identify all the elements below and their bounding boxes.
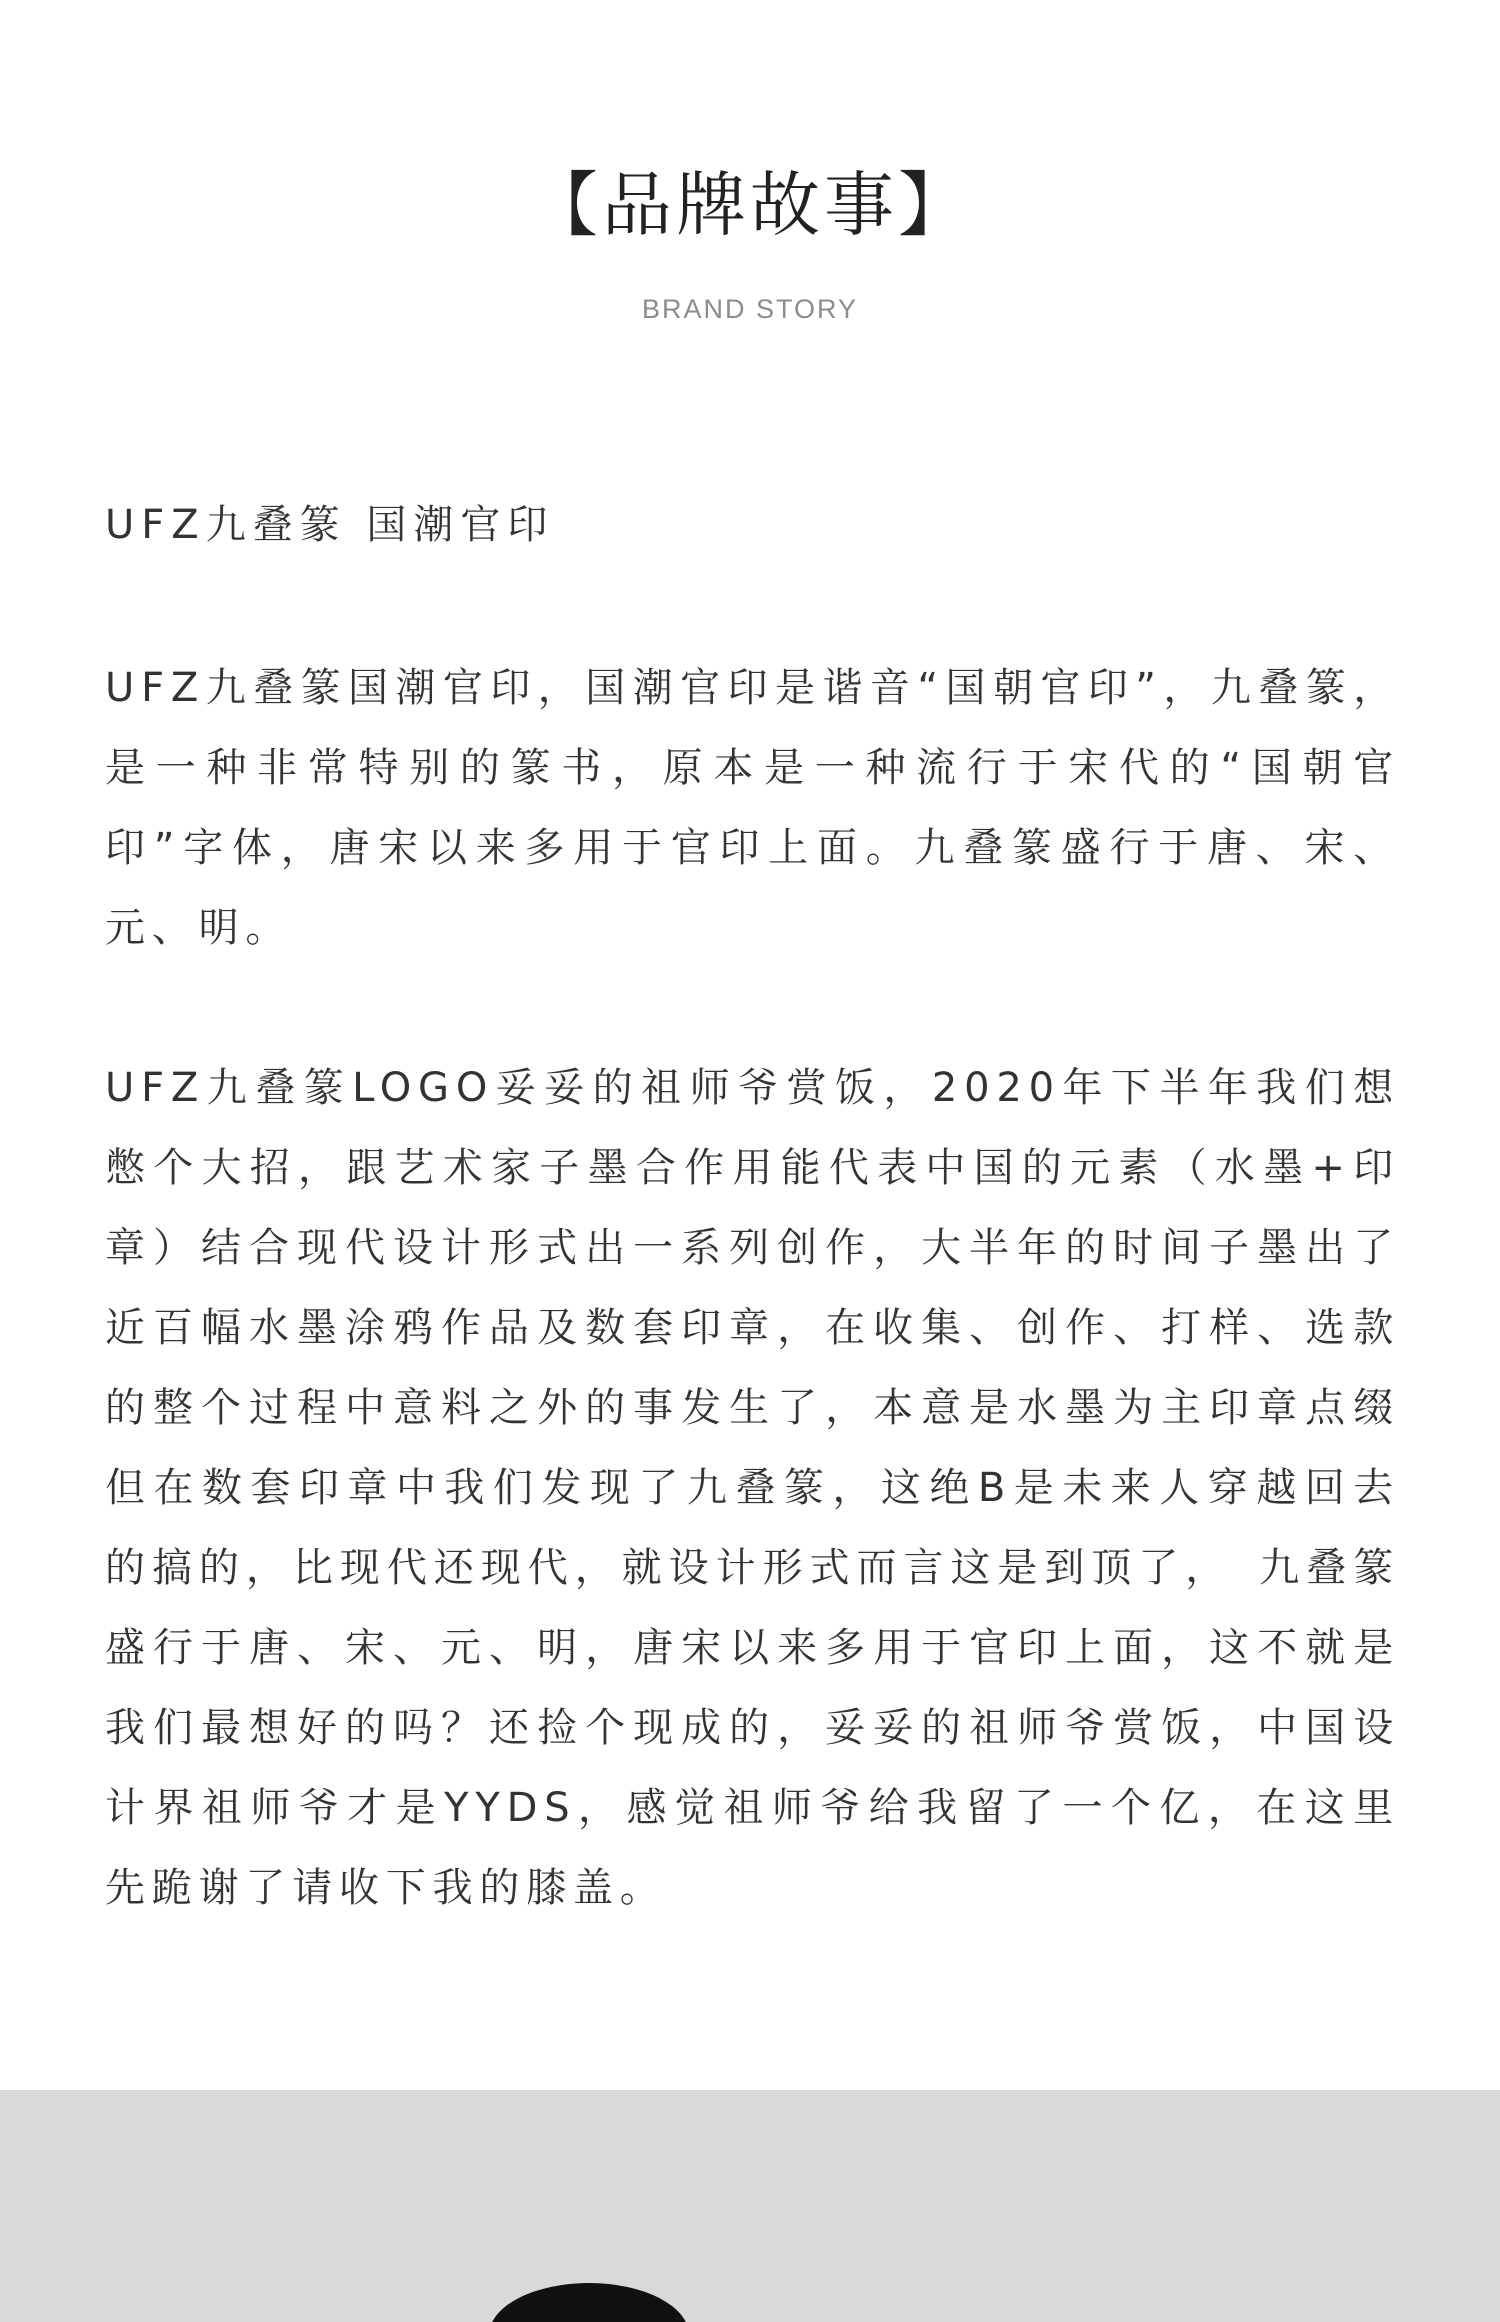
model-hair-silhouette	[0, 2090, 1500, 2322]
story-paragraph-2: UFZ九叠篆LOGO妥妥的祖师爷赏饭，2020年下半年我们想憋个大招，跟艺术家子墨合作用能代表中国的元素（水墨+印章）结合现代设计形式出一系列创作，大半年的时间子墨出了近百幅水墨涂鸦作品及数套印章，在收集、创作、打样、选款的整个过程中意料之外的事发生了，本意是水墨为主印章点缀但在数套印章中我们发现了九叠篆，这绝B是未来人穿越回去的搞的，比现代还现代，就设计形式而言这是到顶了， 九叠篆盛行于唐、宋、元、明，唐宋以来多用于官印上面，这不就是我们最想好的吗？还捡个现成的，妥妥的祖师爷赏饭，中国设计界祖师爷才是YYDS，感觉祖师爷给我留了一个亿，在这里先跪谢了请收下我的膝盖。	[105, 1065, 1400, 1911]
model-photo	[0, 2090, 1500, 2322]
story-paragraph-1: UFZ九叠篆国潮官印，国潮官印是谐音“国朝官印”，九叠篆，是一种非常特别的篆书，原本是一种流行于宋代的“国朝官印”字体，唐宋以来多用于官印上面。九叠篆盛行于唐、宋、元、明。	[105, 665, 1400, 951]
story-heading: UFZ九叠篆 国潮官印	[105, 502, 555, 548]
story-content	[105, 494, 1400, 2008]
page-subtitle: BRAND STORY	[641, 294, 859, 324]
page-title: 【品牌故事】	[528, 164, 972, 246]
section-header	[0, 160, 1500, 326]
hair-shape	[489, 2283, 689, 2322]
